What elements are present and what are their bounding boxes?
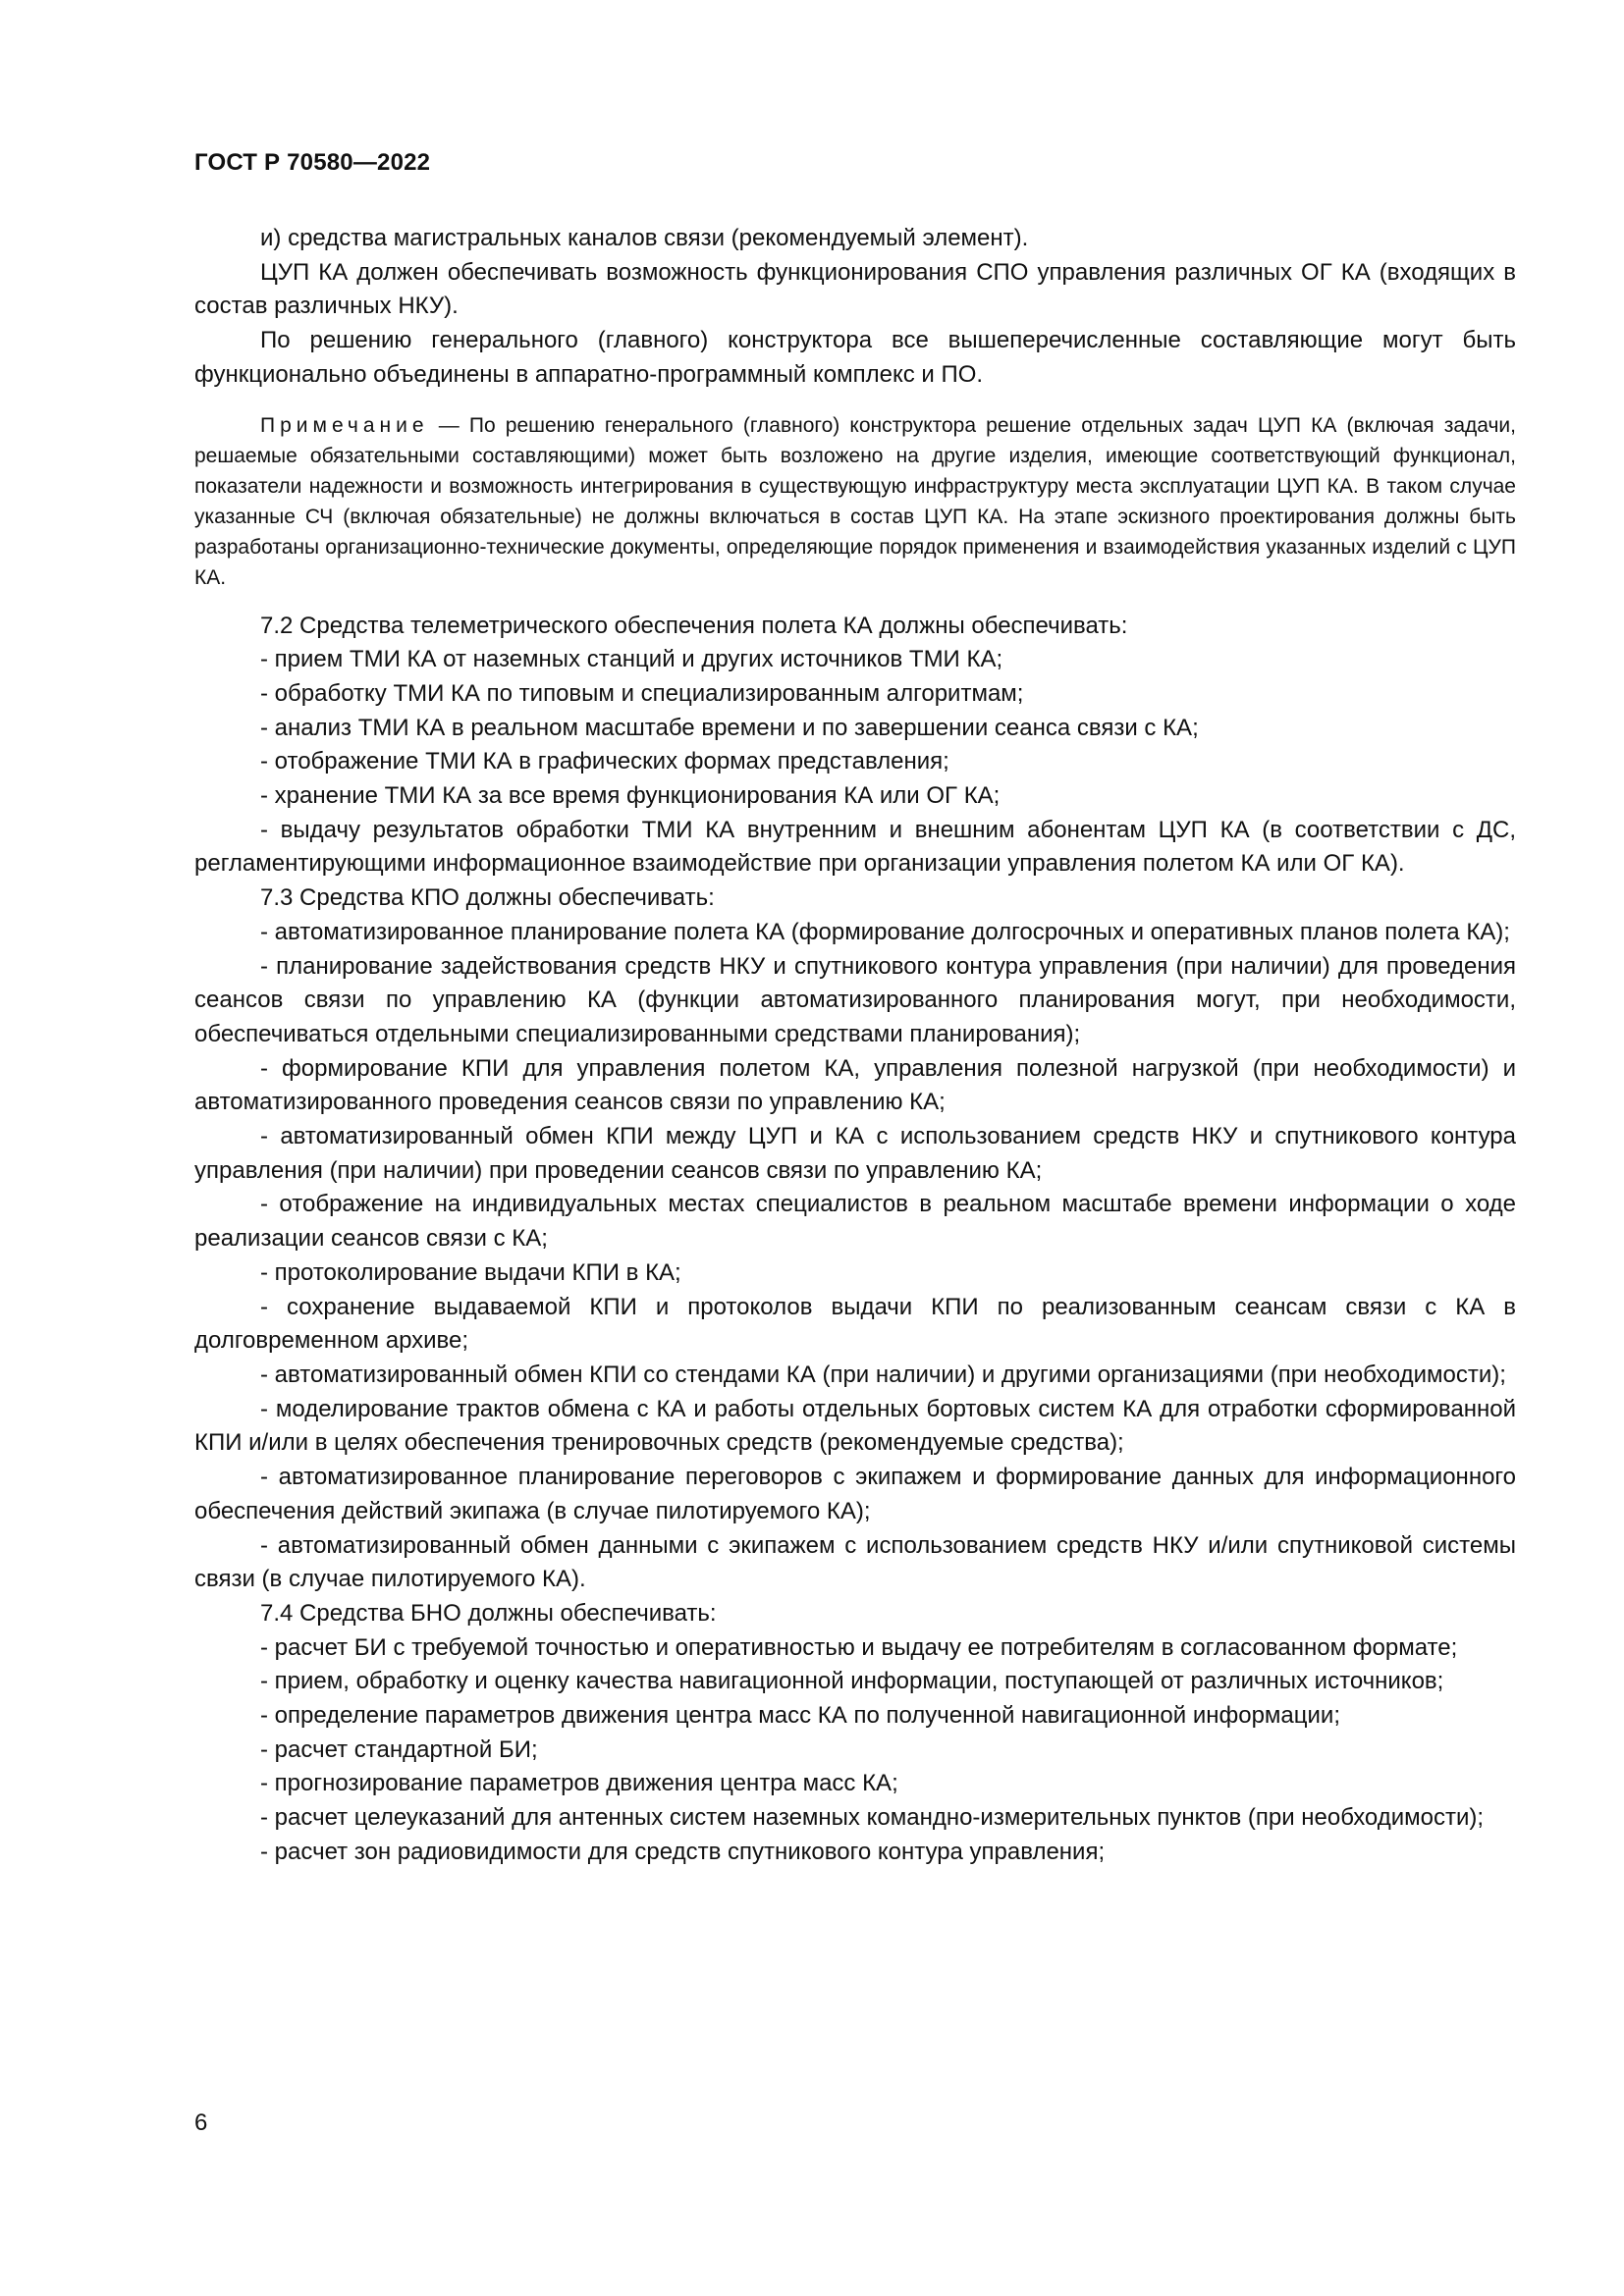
list-item: - протоколирование выдачи КПИ в КА; bbox=[260, 1258, 681, 1286]
note-label: Примечание bbox=[260, 413, 429, 437]
list-item: - отображение на индивидуальных местах специалистов в реальном масштабе времени информации о ходе реализации сеансов связи с КА; bbox=[194, 1191, 1516, 1253]
list-item: - сохранение выдаваемой КПИ и протоколов выдачи КПИ по реализованным сеансам связи с КА в долговременном архиве; bbox=[194, 1293, 1516, 1355]
page-number: 6 bbox=[194, 2109, 208, 2136]
section-heading: 7.3 Средства КПО должны обеспечивать: bbox=[260, 884, 715, 912]
list-item: - выдачу результатов обработки ТМИ КА внутренним и внешним абонентам ЦУП КА (в соответствии с ДС, регламентирующими информационное взаимодействие при организации управления полетом КА или ОГ КА). bbox=[194, 816, 1516, 878]
paragraph: ЦУП КА должен обеспечивать возможность функционирования СПО управления различных ОГ КА (входящих в состав различных НКУ). bbox=[194, 258, 1516, 320]
list-item: - планирование задействования средств НКУ и спутникового контура управления (при наличии) для проведения сеансов связи по управлению КА (функции автоматизированного планирования могут, при необходимости, обеспечиваться отдельными специализированными средствами планирования); bbox=[194, 952, 1516, 1047]
list-item: - расчет стандартной БИ; bbox=[260, 1735, 538, 1763]
list-item: - прогнозирование параметров движения центра масс КА; bbox=[260, 1770, 898, 1797]
list-item: - расчет целеуказаний для антенных систем наземных командно-измерительных пунктов (при необходимости); bbox=[260, 1804, 1485, 1832]
list-item: - анализ ТМИ КА в реальном масштабе времени и по завершении сеанса связи с КА; bbox=[260, 714, 1199, 741]
list-item: - хранение ТМИ КА за все время функционирования КА или ОГ КА; bbox=[260, 782, 1001, 810]
list-item: - автоматизированный обмен КПИ между ЦУП и КА с использованием средств НКУ и спутникового контура управления (при наличии) при проведении сеансов связи по управлению КА; bbox=[194, 1123, 1516, 1184]
list-item: - прием ТМИ КА от наземных станций и других источников ТМИ КА; bbox=[260, 646, 1003, 673]
note-text: — По решению генерального (главного) конструктора решение отдельных задач ЦУП КА (включая задачи, решаемые обязательными составляющими) может быть возложено на другие изделия, имеющие соответствующий функционал, показатели надежности и возможность интегрирования в существующую инфраструктуру места эксплуатации ЦУП КА. В таком случае указанные СЧ (включая обязательные) не должны включаться в состав ЦУП КА. На этапе эскизного проектирования должны быть разработаны организационно-технические документы, определяющие порядок применения и взаимодействия указанных изделий с ЦУП КА. bbox=[194, 413, 1516, 589]
list-item: - автоматизированное планирование полета КА (формирование долгосрочных и оперативных планов полета КА); bbox=[260, 918, 1510, 945]
list-item: - автоматизированное планирование переговоров с экипажем и формирование данных для информационного обеспечения действий экипажа (в случае пилотируемого КА); bbox=[194, 1464, 1516, 1524]
list-item: - расчет БИ с требуемой точностью и оперативностью и выдачу ее потребителям в согласованном формате; bbox=[260, 1633, 1458, 1661]
list-item: - обработку ТМИ КА по типовым и специализированным алгоритмам; bbox=[260, 679, 1024, 707]
list-item: - автоматизированный обмен КПИ со стендами КА (при наличии) и другими организациями (при необходимости); bbox=[260, 1361, 1506, 1388]
list-item: - прием, обработку и оценку качества навигационной информации, поступающей от различных источников; bbox=[260, 1668, 1444, 1695]
paragraphs-before-note bbox=[194, 222, 1516, 393]
list-item: - расчет зон радиовидимости для средств спутникового контура управления; bbox=[260, 1838, 1106, 1865]
section-heading: 7.4 Средства БНО должны обеспечивать: bbox=[260, 1599, 717, 1627]
paragraph: По решению генерального (главного) конструктора все вышеперечисленные составляющие могут быть функционально объединены в аппаратно-программный комплекс и ПО. bbox=[194, 327, 1516, 388]
note bbox=[194, 410, 1516, 593]
paragraphs-after-note bbox=[194, 610, 1516, 1870]
section-heading: 7.2 Средства телеметрического обеспечения полета КА должны обеспечивать: bbox=[260, 612, 1128, 639]
list-item: - определение параметров движения центра масс КА по полученной навигационной информации; bbox=[260, 1702, 1340, 1730]
paragraph: и) средства магистральных каналов связи (рекомендуемый элемент). bbox=[260, 225, 1029, 251]
document-body bbox=[194, 222, 1516, 1870]
list-item: - отображение ТМИ КА в графических формах представления; bbox=[260, 748, 949, 775]
list-item: - автоматизированный обмен данными с экипажем с использованием средств НКУ и/или спутниковой системы связи (в случае пилотируемого КА). bbox=[194, 1531, 1516, 1593]
list-item: - моделирование трактов обмена с КА и работы отдельных бортовых систем КА для отработки сформированной КПИ и/или в целях обеспечения тренировочных средств (рекомендуемые средства); bbox=[194, 1395, 1516, 1457]
document-header: ГОСТ Р 70580—2022 bbox=[194, 149, 431, 176]
list-item: - формирование КПИ для управления полетом КА, управления полезной нагрузкой (при необходимости) и автоматизированного проведения сеансов связи по управлению КА; bbox=[194, 1054, 1516, 1116]
